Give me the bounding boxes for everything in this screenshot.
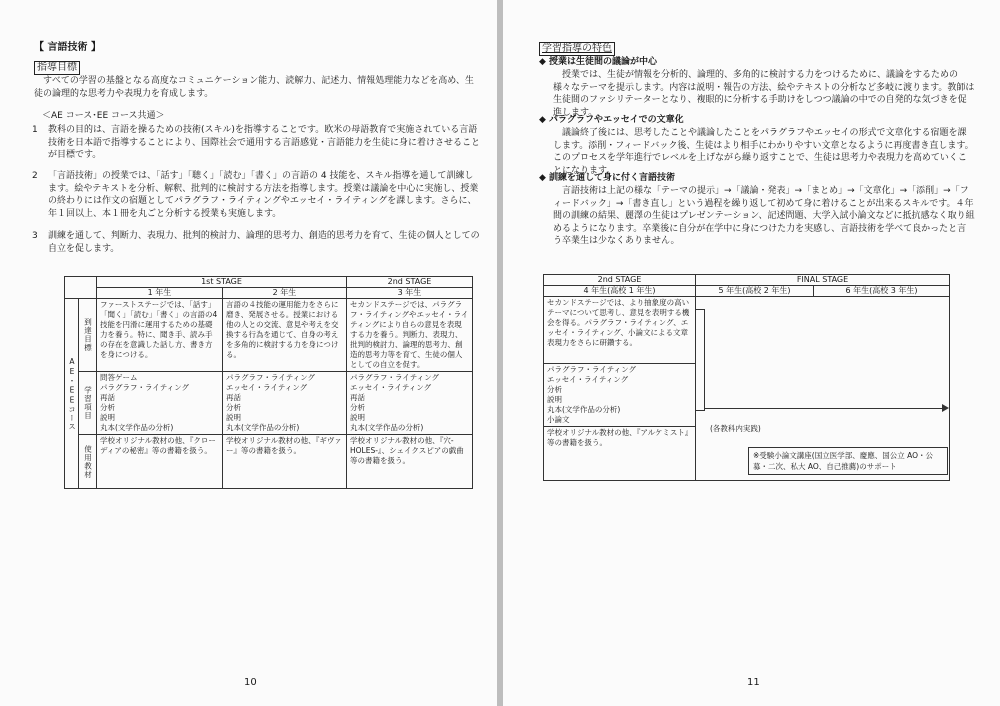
section-1-text: 授業では、生徒が情報を分析的、論理的、多角的に検討する力をつけるために、議論をするための様々なテーマを提示します。内容は説明・報告の方法、絵やテキストの分析など多岐に渡ります。教師は生徒間のファシリテーターとなり、複眼的に分析する手助けをしつつ議論の中での自発的な気づきを促進します。 [553, 70, 975, 118]
note-box: ※受験小論文講座(国立医学部、慶應、国公立 AO・公募・二次、私大 AO、自己推薦)のサポート [748, 447, 948, 475]
course-label: ＜AE コース･EE コース共通＞ [42, 111, 165, 121]
left-page [0, 0, 497, 706]
section-3-title: ◆ 訓練を通して身に付く言語技術 [539, 173, 676, 183]
year-1-header: 1 年生 [97, 288, 223, 299]
items-cell-year4: パラグラフ・ライティング エッセイ・ライティング 分析 説明 丸本(文学作品の分析) 小論文 [544, 364, 696, 427]
goal-cell-year2: 言語の４技能の運用能力をさらに磨き、発展させる。授業における他の人との交流、意見や考えを交換する行為を通じて、自身の考えを多角的に検討する力を身につける。 [223, 299, 347, 372]
item-3-text: 訓練を通して、判断力、表現力、批判的検討力、論理的思考力、創造的思考力を育て、生徒の個人としての自立を促します。 [48, 231, 480, 254]
stage1-header: 1st STAGE [97, 277, 347, 288]
goal-heading: 指導目標 [34, 61, 80, 75]
materials-cell-year3: 学校オリジナル教材の他、『穴-HOLES-』、シェイクスピアの戯曲等の書籍を扱う。 [347, 435, 473, 489]
section-1-title: ◆ 授業は生徒間の議論が中心 [539, 57, 658, 67]
section-3-text: 言語技術は上記の様な「テーマの提示」→「議論・発表」→「まとめ」→「文章化」→「添削」→「フィードバック」→「書き直し」という過程を繰り返して初めて身に着けることが出来るスキルです。４年間の訓練の結果、麗澤の生徒はプレゼンテーション、記述問題、大学入試小論文などに抵抗感なく取り組めるようになります。卒業後に自分が在学中に身につけた力を実感し、言語技術を学べて良かったと言う卒業生は少なくありません。 [553, 186, 975, 246]
goal-cell-year1: ファーストステージでは、「話す」「聞く」「読む」「書く」の言語の4技能を円滑に運用するための基礎力を養う。特に、聞き手、読み手の存在を意識した話し方、書き方を身につける。 [97, 299, 223, 372]
features-heading: 学習指導の特色 [539, 42, 615, 56]
goal-cell-year4: セカンドステージでは、より抽象度の高いテーマについて思考し、意見を表明する機会を得る。パラグラフ・ライティング、エッセイ・ライティング、小論文による文章表現力をさらに研鑽する。 [544, 297, 696, 364]
row-label-goal-text: 到達目標 [83, 318, 93, 352]
final-stage-bracket [696, 309, 705, 411]
course-cell-label: AE・EEコース [67, 356, 77, 431]
materials-cell-year4: 学校オリジナル教材の他、『アルケミスト』等の書籍を扱う。 [544, 427, 696, 481]
arrow-head-icon [942, 404, 949, 412]
table-corner [65, 277, 97, 299]
year-6-header: 6 年生(高校 3 年生) [814, 286, 950, 297]
page-number-right: 11 [747, 677, 760, 688]
curriculum-table-right [543, 274, 950, 481]
stage2-header-right: 2nd STAGE [544, 275, 696, 286]
row-label-materials-text: 使用教材 [83, 444, 93, 479]
year-5-header: 5 年生(高校 2 年生) [696, 286, 814, 297]
section-2-title: ◆ パラグラフやエッセイでの文章化 [539, 115, 684, 125]
materials-cell-year2: 学校オリジナル教材の他、『ギヴァー』等の書籍を扱う。 [223, 435, 347, 489]
year-4-header: 4 年生(高校 1 年生) [544, 286, 696, 297]
item-2-text: 「言語技術」の授業では、「話す」「聴く」「読む」「書く」の言語の 4 技能を、スキル指導を通して訓練します。絵やテキストを分析、解釈、批判的に検討する方法を指導します。授業は議論を中心に実施し、授業の終わりには作文の宿題としてパラグラフ・ライティングやエッセイ・ライティングを課します。さらに、年１回以上、本１冊を丸ごと分析する授業も実施します。 [48, 171, 479, 219]
row-label-materials [79, 435, 97, 489]
section-2-text: 議論終了後には、思考したことや議論したことをパラグラフやエッセイの形式で文章化する宿題を課します。添削・フィードバック後、生徒はより相手にわかりやすい文章となるように再度書き直します。このプロセスを学年進行でレベルを上げながら繰り返すことで、生徒は思考力や表現力を高めていくことになります。 [553, 128, 974, 176]
materials-cell-year1: 学校オリジナル教材の他、『クローディアの秘密』等の書籍を扱う。 [97, 435, 223, 489]
final-stage-header: FINAL STAGE [696, 275, 950, 286]
stage2-header: 2nd STAGE [347, 277, 473, 288]
page-number-left: 10 [244, 677, 257, 688]
item-1-text: 教科の目的は、言語を操るための技術(スキル)を指導することです。欧米の母語教育で実施されている言語技術を日本語で指導することにより、国際社会で通用する言語感覚・言語能力を生徒に身に着けさせることが目標です。 [48, 125, 481, 160]
item-2-num: 2 [32, 171, 38, 181]
curriculum-table-left [64, 276, 473, 489]
items-cell-year2: パラグラフ・ライティング エッセイ・ライティング 再話 分析 説明 丸本(文学作品の分析) [223, 372, 347, 435]
row-label-goal [79, 299, 97, 372]
year-2-header: 2 年生 [223, 288, 347, 299]
row-label-items [79, 372, 97, 435]
item-3-num: 3 [32, 231, 38, 241]
row-label-items-text: 学習項目 [83, 386, 93, 420]
items-cell-year3: パラグラフ・ライティング エッセイ・ライティング 再話 分析 説明 丸本(文学作品の分析) [347, 372, 473, 435]
arrow-note: (各教科内実践) [710, 424, 761, 433]
item-1-num: 1 [32, 125, 38, 135]
goal-text: すべての学習の基盤となる高度なコミュニケーション能力、読解力、記述力、情報処理能力などを高め、生徒の論理的な思考力や表現力を育成します。 [34, 76, 474, 99]
course-cell [65, 299, 79, 489]
arrow-line [704, 408, 944, 409]
goal-cell-year3: セカンドステージでは、パラグラフ・ライティングやエッセイ・ライティングにより自らの意見を表現する力を養う。判断力、表現力、批判的検討力、論理的思考力、創造的思考力等を育て、生徒の個人としての自立を促す。 [347, 299, 473, 372]
items-cell-year1: 問答ゲーム パラグラフ・ライティング 再話 分析 説明 丸本(文学作品の分析) [97, 372, 223, 435]
right-page [503, 0, 1000, 706]
subject-title: 【 言語技術 】 [34, 42, 101, 53]
year-3-header: 3 年生 [347, 288, 473, 299]
final-stage-body [696, 297, 950, 481]
